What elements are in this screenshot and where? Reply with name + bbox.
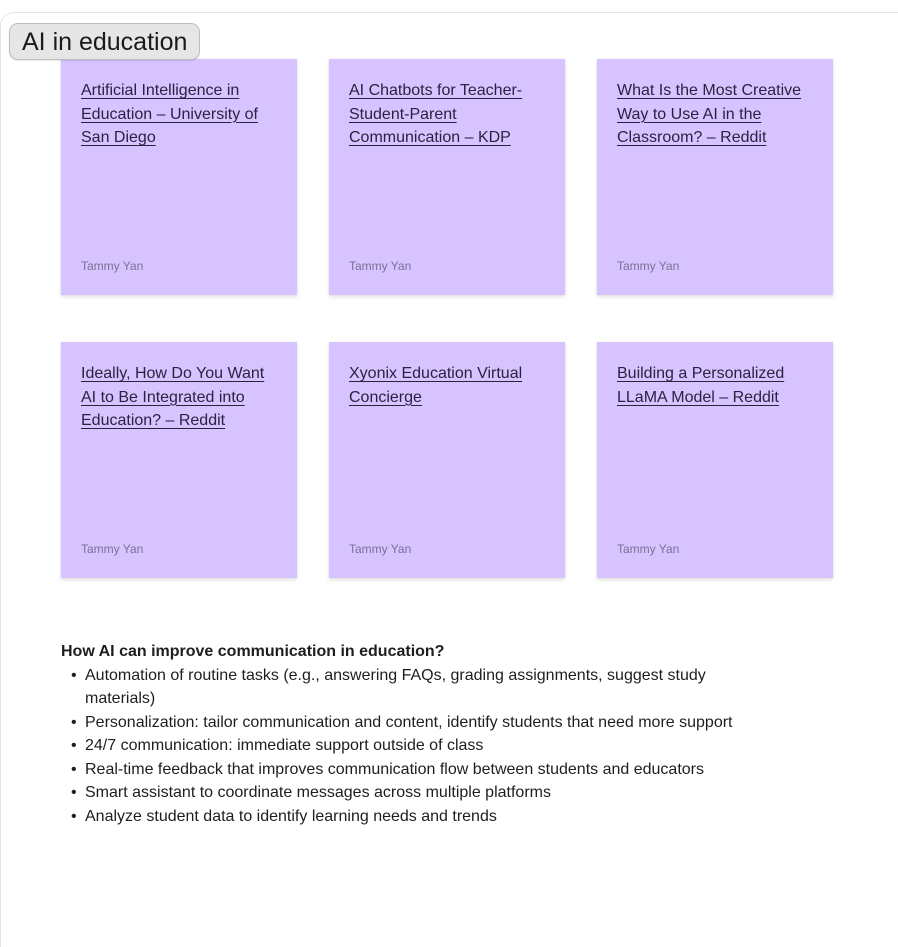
notes-text-block[interactable] bbox=[61, 640, 761, 828]
list-item: • Real-time feedback that improves communication flow between students and educators bbox=[85, 758, 761, 782]
sticky-author: Tammy Yan bbox=[81, 259, 144, 273]
sticky-link[interactable]: Building a Personalized LLaMA Model – Reddit bbox=[617, 365, 785, 406]
sticky-note[interactable] bbox=[597, 342, 833, 578]
sticky-link[interactable]: Artificial Intelligence in Education – University of San Diego bbox=[81, 82, 258, 146]
sticky-author: Tammy Yan bbox=[617, 259, 680, 273]
sticky-link[interactable]: AI Chatbots for Teacher-Student-Parent Communication – KDP bbox=[349, 82, 523, 146]
sticky-note[interactable] bbox=[61, 59, 297, 295]
list-item: • Analyze student data to identify learning needs and trends bbox=[85, 805, 761, 829]
sticky-link[interactable]: What Is the Most Creative Way to Use AI in the Classroom? – Reddit bbox=[617, 82, 802, 146]
sticky-author: Tammy Yan bbox=[81, 542, 144, 556]
list-item: • Smart assistant to coordinate messages across multiple platforms bbox=[85, 781, 761, 805]
list-item: • 24/7 communication: immediate support outside of class bbox=[85, 734, 761, 758]
list-item: • Automation of routine tasks (e.g., answering FAQs, grading assignments, suggest study materials) bbox=[85, 664, 761, 711]
sticky-link[interactable]: Xyonix Education Virtual Concierge bbox=[349, 365, 523, 406]
list-item: • Personalization: tailor communication and content, identify students that need more support bbox=[85, 711, 761, 735]
sticky-link[interactable]: Ideally, How Do You Want AI to Be Integrated into Education? – Reddit bbox=[81, 365, 265, 429]
section-title[interactable]: AI in education bbox=[9, 23, 200, 60]
sticky-author: Tammy Yan bbox=[349, 259, 412, 273]
notes-list bbox=[61, 664, 761, 829]
sticky-note[interactable] bbox=[597, 59, 833, 295]
notes-heading: How AI can improve communication in education? bbox=[61, 643, 445, 660]
sticky-note[interactable] bbox=[329, 342, 565, 578]
sticky-note[interactable] bbox=[329, 59, 565, 295]
sticky-author: Tammy Yan bbox=[349, 542, 412, 556]
sticky-author: Tammy Yan bbox=[617, 542, 680, 556]
sticky-note[interactable] bbox=[61, 342, 297, 578]
